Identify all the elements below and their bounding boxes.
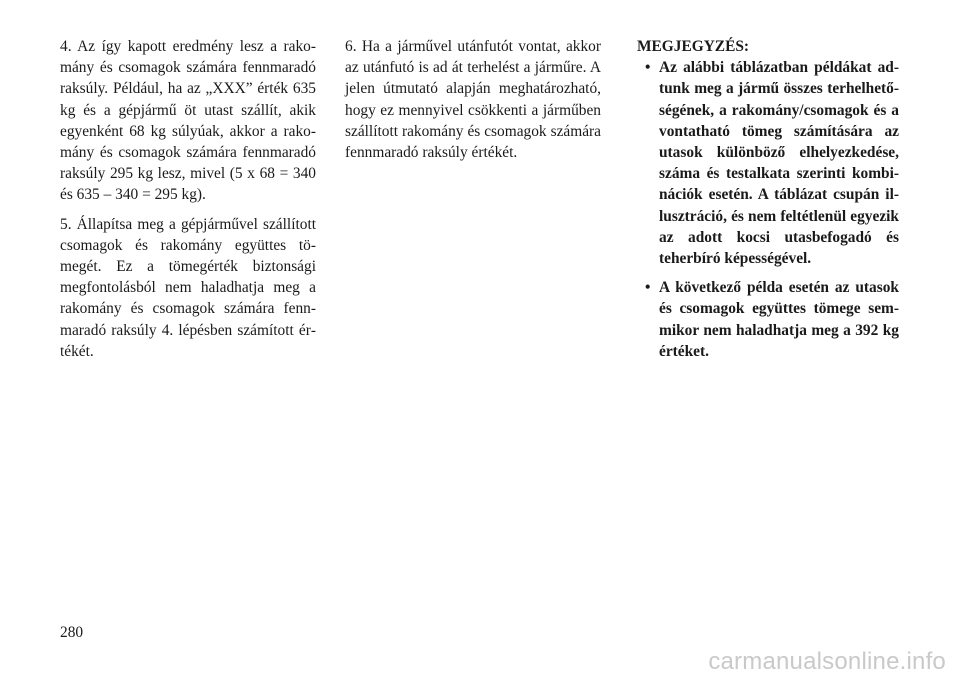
note-item-text: A következő példa esetén az utasok és csomagok együttes tömege semmikor nem haladhatja meg a 392 kg értéket. [659, 279, 899, 360]
middle-text-column [345, 36, 601, 163]
step-6-paragraph: 6. Ha a járművel utánfutót vontat, akkor az utánfutó is ad át terhelést a járműre. A jelen útmutató alapján meghatározható, hogy ez mennyivel csökkenti a járműben szállított rakomány és csomagok számára fennmaradó raksúly értékét. [345, 38, 601, 162]
left-text-column [60, 36, 316, 362]
step-4-paragraph: 4. Az így kapott eredmény lesz a rakomány és csomagok számára fennmaradó raksúly. Például, ha az „XXX” érték 635 kg és a gépjármű öt utast szállít, akik egyenként 68 kg súlyúak, akkor a rakomány és csomagok számára fennmaradó raksúly 295 kg lesz, mivel (5 x 68 = 340 és 635 – 340 = 295 kg). [60, 38, 316, 204]
bullet-icon: • [645, 59, 651, 77]
note-item-1 [637, 57, 899, 269]
site-watermark: carmanualsonline.info [708, 648, 946, 675]
step-5-paragraph: 5. Állapítsa meg a gépjárművel szállított csomagok és rakomány együttes tömegét. Ez a tömegérték biztonsági megfontolásból nem haladhatja meg a rakomány és csomagok számára fennmaradó raksúly 4. lépésben számított értékét. [60, 215, 316, 360]
note-item-text: Az alábbi táblázatban példákat adtunk meg a jármű összes terhelhetőségének, a rakomány/csomagok és a vontatható tömeg számítására az utasok különböző elhelyezkedése, száma és testalkata szerinti kombinációk esetén. A táblázat csupán illusztráció, és nem feltétlenül egyezik az adott kocsi utasbefogadó és teherbíró képességével. [659, 59, 899, 268]
note-column [637, 36, 899, 362]
bullet-icon: • [645, 279, 651, 297]
note-item-2 [637, 277, 899, 362]
note-heading: MEGJEGYZÉS: [637, 38, 750, 55]
page-number: 280 [60, 624, 84, 641]
note-list [637, 57, 899, 362]
